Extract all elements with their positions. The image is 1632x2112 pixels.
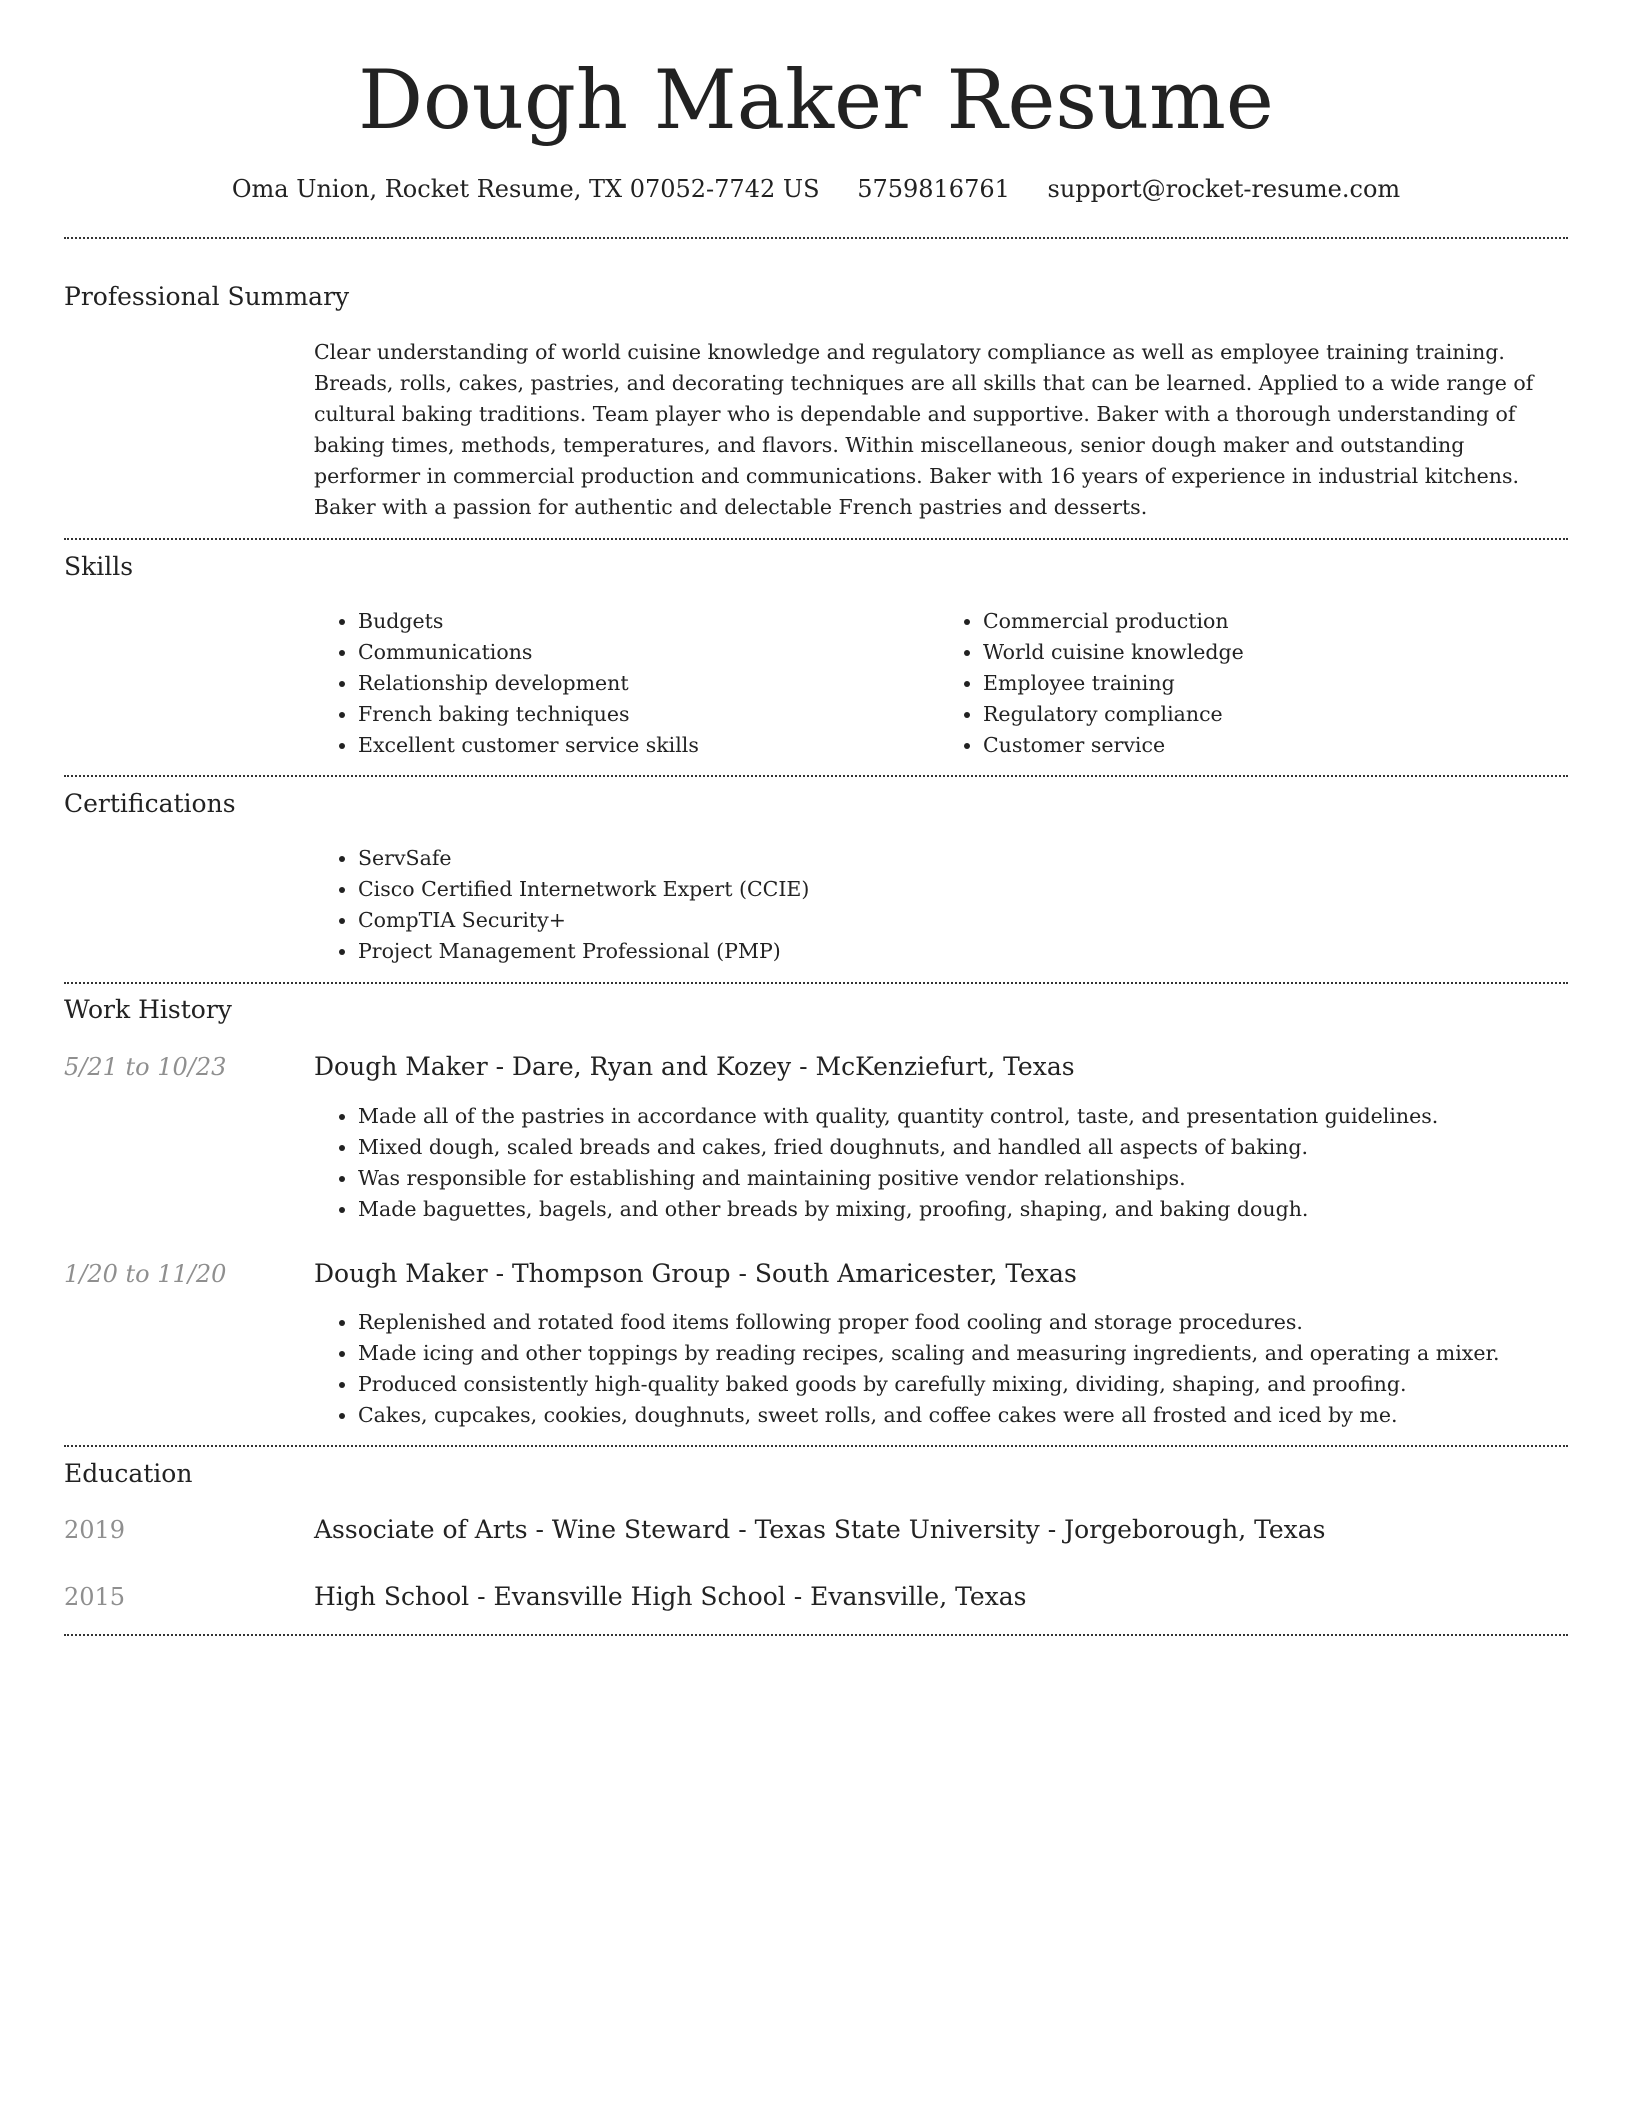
certifications-heading: Certifications: [64, 789, 236, 818]
certifications-list: [314, 843, 1564, 967]
job-title: Dough Maker - Dare, Ryan and Kozey - McKenziefurt, Texas: [314, 1052, 1075, 1081]
education-year: 2019: [64, 1516, 126, 1544]
contact-line: [0, 174, 1632, 204]
skill-item: • Communications: [358, 637, 939, 668]
contact-phone: 5759816761: [857, 175, 1010, 203]
certification-item: • Project Management Professional (PMP): [358, 936, 1564, 967]
job-dates: 1/20 to 11/20: [64, 1260, 227, 1288]
section-divider: [64, 1445, 1568, 1447]
summary-heading: Professional Summary: [64, 282, 350, 311]
education-entry: Associate of Arts - Wine Steward - Texas State University - Jorgeborough, Texas: [314, 1515, 1326, 1544]
skills-column-left: [314, 606, 939, 761]
job-bullet-list: [314, 1307, 1564, 1431]
education-heading: Education: [64, 1459, 193, 1488]
contact-address: Oma Union, Rocket Resume, TX 07052-7742 US: [231, 175, 820, 203]
resume-header: [0, 0, 1632, 204]
certification-item: • Cisco Certified Internetwork Expert (CCIE): [358, 874, 1564, 905]
certification-item: • CompTIA Security+: [358, 905, 1564, 936]
job-bullet: • Replenished and rotated food items following proper food cooling and storage procedures.: [358, 1307, 1564, 1338]
job-bullet: • Was responsible for establishing and maintaining positive vendor relationships.: [358, 1163, 1564, 1194]
contact-email: support@rocket-resume.com: [1047, 175, 1401, 203]
skill-item: • Employee training: [983, 668, 1564, 699]
skills-list: [314, 606, 1564, 761]
section-divider: [64, 538, 1568, 540]
skills-heading: Skills: [64, 552, 134, 581]
section-divider: [64, 237, 1568, 239]
section-divider: [64, 1634, 1568, 1636]
skills-column-right: [939, 606, 1564, 761]
section-divider: [64, 775, 1568, 777]
job-bullet: • Made all of the pastries in accordance with quality, quantity control, taste, and presentation guidelines.: [358, 1101, 1564, 1132]
certifications-section: [314, 843, 1564, 967]
skill-item: • Budgets: [358, 606, 939, 637]
skill-item: • Regulatory compliance: [983, 699, 1564, 730]
job-bullet: • Cakes, cupcakes, cookies, doughnuts, sweet rolls, and coffee cakes were all frosted and iced by me.: [358, 1400, 1564, 1431]
job-title: Dough Maker - Thompson Group - South Amaricester, Texas: [314, 1259, 1077, 1288]
summary-text: Clear understanding of world cuisine knowledge and regulatory compliance as well as employee training training. Breads, rolls, cakes, pastries, and decorating techniques are all skills that can be learned. Applied to a wide range of cultural baking traditions. Team player who is dependable and supportive. Baker with a thorough understanding of baking times, methods, temperatures, and flavors. Within miscellaneous, senior dough maker and outstanding performer in commercial production and communications. Baker with 16 years of experience in industrial kitchens. Baker with a passion for authentic and delectable French pastries and desserts.: [314, 340, 1534, 519]
skill-item: • Commercial production: [983, 606, 1564, 637]
job-dates: 5/21 to 10/23: [64, 1053, 227, 1081]
job-details: [314, 1101, 1564, 1225]
skill-item: • World cuisine knowledge: [983, 637, 1564, 668]
skill-item: • Excellent customer service skills: [358, 730, 939, 761]
education-entry: High School - Evansville High School - Evansville, Texas: [314, 1582, 1027, 1611]
job-bullet: • Mixed dough, scaled breads and cakes, fried doughnuts, and handled all aspects of baking.: [358, 1132, 1564, 1163]
skill-item: • Customer service: [983, 730, 1564, 761]
job-bullet: • Made baguettes, bagels, and other breads by mixing, proofing, shaping, and baking dough.: [358, 1194, 1564, 1225]
job-bullet-list: [314, 1101, 1564, 1225]
education-year: 2015: [64, 1583, 126, 1611]
skill-item: • French baking techniques: [358, 699, 939, 730]
skill-item: • Relationship development: [358, 668, 939, 699]
resume-name: Dough Maker Resume: [358, 54, 1274, 148]
summary-section: [314, 337, 1564, 523]
job-bullet: • Made icing and other toppings by reading recipes, scaling and measuring ingredients, and operating a mixer.: [358, 1338, 1564, 1369]
work-history-heading: Work History: [64, 995, 232, 1024]
certification-item: • ServSafe: [358, 843, 1564, 874]
section-divider: [64, 982, 1568, 984]
job-details: [314, 1307, 1564, 1431]
job-bullet: • Produced consistently high-quality baked goods by carefully mixing, dividing, shaping, and proofing.: [358, 1369, 1564, 1400]
